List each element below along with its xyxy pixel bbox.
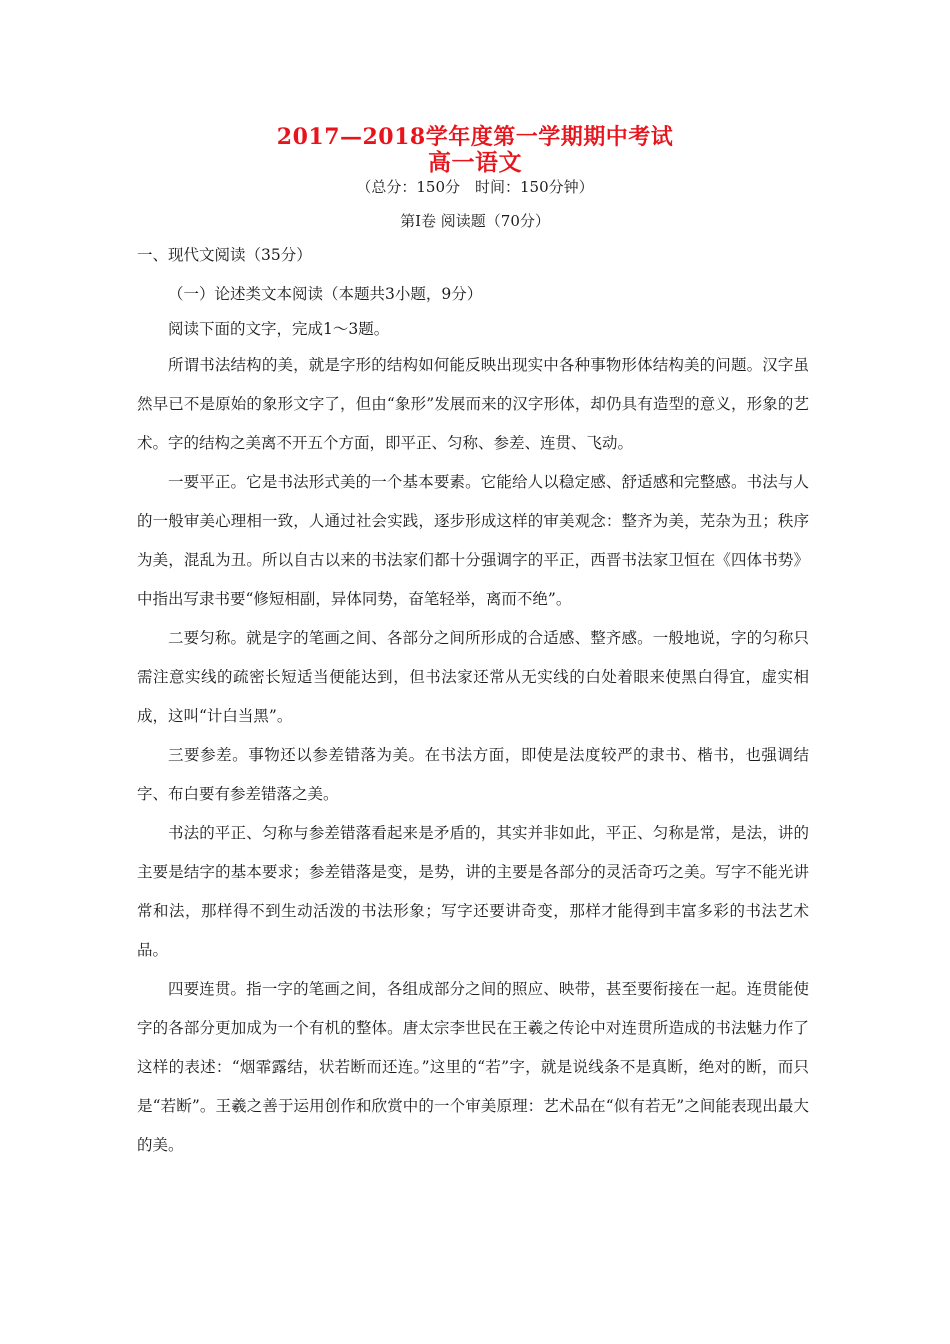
volume-heading: 第Ⅰ卷 阅读题（70分） — [400, 212, 550, 230]
passage-paragraph: 三要参差。事物还以参差错落为美。在书法方面，即使是法度较严的隶书、楷书，也强调结字、布白要有参差错落之美。 — [137, 746, 809, 803]
passage-paragraph: 所谓书法结构的美，就是字形的结构如何能反映出现实中各种事物形体结构美的问题。汉字虽然早已不是原始的象形文字了，但由“象形”发展而来的汉字形体，却仍具有造型的意义，形象的艺术。字的结构之美离不开五个方面，即平正、匀称、参差、连贯、飞动。 — [137, 356, 809, 452]
passage-paragraph: 书法的平正、匀称与参差错落看起来是矛盾的，其实并非如此，平正、匀称是常，是法，讲的主要是结字的基本要求；参差错落是变，是势，讲的主要是各部分的灵活奇巧之美。写字不能光讲常和法，那样得不到生动活泼的书法形象；写字还要讲奇变，那样才能得到丰富多彩的书法艺术品。 — [137, 824, 809, 959]
passage-paragraph: 一要平正。它是书法形式美的一个基本要素。它能给人以稳定感、舒适感和完整感。书法与人的一般审美心理相一致，人通过社会实践，逐步形成这样的审美观念：整齐为美，芜杂为丑；秩序为美，混乱为丑。所以自古以来的书法家们都十分强调字的平正，西晋书法家卫恒在《四体书势》中指出写隶书要“修短相副，异体同势，奋笔轻举，离而不绝”。 — [137, 473, 809, 608]
passage-paragraph: 二要匀称。就是字的笔画之间、各部分之间所形成的合适感、整齐感。一般地说，字的匀称只需注意实线的疏密长短适当便能达到，但书法家还常从无实线的白处着眼来使黑白得宜，虚实相成，这叫“计白当黑”。 — [137, 629, 809, 725]
part-heading: 一、现代文阅读（35分） — [137, 246, 312, 264]
passage-paragraph: 四要连贯。指一字的笔画之间，各组成部分之间的照应、映带，甚至要衔接在一起。连贯能使字的各部分更加成为一个有机的整体。唐太宗李世民在王羲之传论中对连贯所造成的书法魅力作了这样的表述：“烟霏露结，状若断而还连。”这里的“若”字，就是说线条不是真断，绝对的断，而只是“若断”。王羲之善于运用创作和欣赏中的一个审美原理：艺术品在“似有若无”之间能表现出最大的美。 — [137, 980, 809, 1154]
exam-title: 2017—2018学年度第一学期期中考试 — [276, 124, 674, 150]
reading-instruction: 阅读下面的文字，完成1～3题。 — [168, 320, 390, 338]
exam-info: （总分：150分 时间：150分钟） — [356, 178, 594, 196]
exam-subject-title: 高一语文 — [428, 149, 522, 176]
passage-body — [137, 346, 809, 1165]
subpart-heading: （一）论述类文本阅读（本题共3小题，9分） — [168, 285, 483, 303]
